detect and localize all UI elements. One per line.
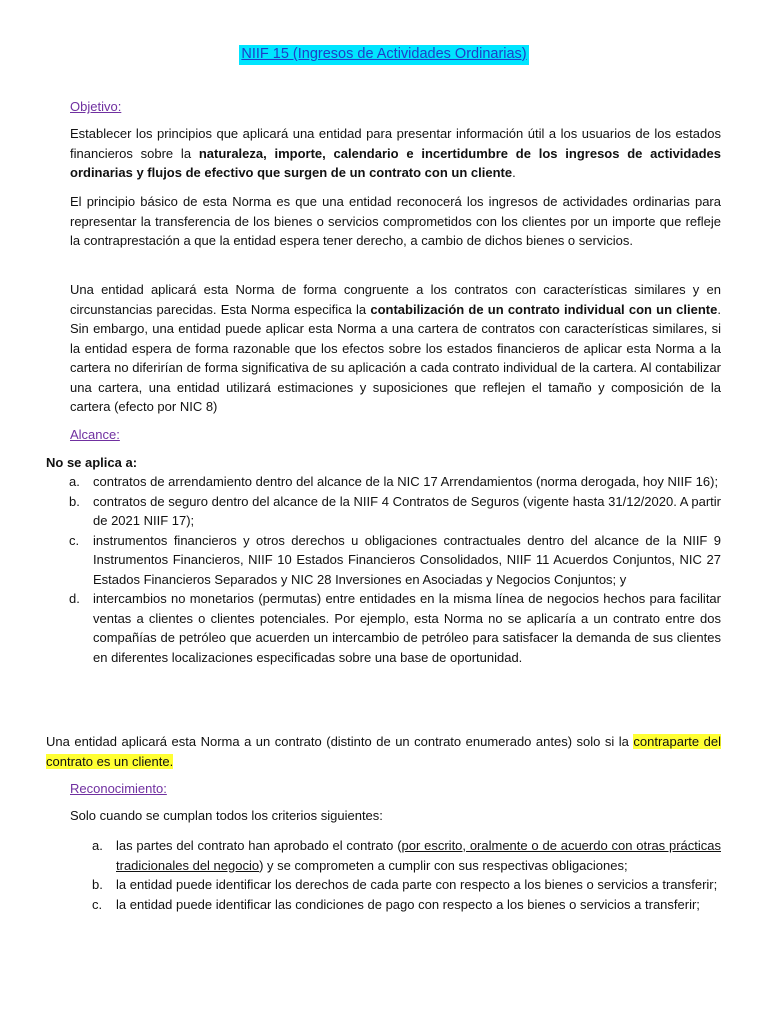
- reconocimiento-criteria-list: [92, 836, 721, 914]
- objetivo-p3-rest: . Sin embargo, una entidad puede aplicar esta Norma a una cartera de contratos con características similares, si la entidad espera de forma razonable que los efectos sobre los estados financieros de aplicar esta Norma a la cartera no diferirían de forma significativa de su aplicación a cada contrato individual de la cartera. Al contabilizar una cartera, una entidad utilizará estimaciones y suposiciones que reflejen el tamaño y composición de la cartera (efecto por NIC 8): [70, 301, 721, 414]
- heading-reconocimiento: Reconocimiento:: [70, 781, 167, 796]
- list-item: [69, 472, 721, 492]
- objetivo-p3-text: Una entidad aplicará esta Norma de forma congruente a los contratos con características similares y en circunstancias parecidas. Esta Norma especifica la: [70, 282, 721, 317]
- objetivo-p1-bold: naturaleza, importe, calendario e incertidumbre de los ingresos de actividades ordinarias y flujos de efectivo que surgen de un contrato con un cliente: [70, 145, 721, 180]
- list-item-text-end: ) y se comprometen a cumplir con sus respectivas obligaciones;: [259, 857, 628, 873]
- list-marker: a.: [92, 838, 103, 853]
- heading-objetivo: Objetivo:: [70, 99, 122, 114]
- alcance-closing-text: Una entidad aplicará esta Norma a un contrato (distinto de un contrato enumerado antes) solo si la: [46, 734, 634, 749]
- list-item-text: la entidad puede identificar los derechos de cada parte con respecto a los bienes o servicios a transferir;: [116, 877, 718, 892]
- list-marker: d.: [69, 591, 80, 606]
- list-item: [92, 875, 721, 895]
- underlined-text: por escrito, oralmente o de acuerdo con otras prácticas tradicionales del negocio: [116, 838, 721, 873]
- alcance-exclusions-list: [69, 472, 721, 667]
- list-item-text: contratos de arrendamiento dentro del alcance de la NIC 17 Arrendamientos (norma derogada, hoy NIIF 16);: [93, 474, 719, 489]
- list-item-text: instrumentos financieros y otros derechos u obligaciones contractuales dentro del alcance de la NIIF 9 Instrumentos Financieros, NIIF 10 Estados Financieros Consolidados, NIIF 11 Acuerdos Conjuntos, NIC 27 Estados Financieros Separados y NIC 28 Inversiones en Asociadas y Negocios Conjuntos; y: [93, 532, 721, 587]
- objetivo-p1-text: Establecer los principios que aplicará una entidad para presentar información útil a los usuarios de los estados financieros sobre la: [70, 126, 721, 161]
- alcance-lead: No se aplica a:: [46, 455, 138, 470]
- list-marker: b.: [69, 493, 80, 509]
- objetivo-p1-end: .: [512, 165, 516, 180]
- list-item: [69, 492, 721, 531]
- list-item: [92, 836, 721, 875]
- alcance-closing-paragraph: [46, 732, 721, 771]
- objetivo-paragraph-2: El principio básico de esta Norma es que una entidad reconocerá los ingresos de actividades ordinarias para representar la transferencia de los bienes o servicios comprometidos con los clientes por un importe que refleje la contraprestación a que la entidad espera tener derecho, a cambio de dichos bienes o servicios.: [70, 194, 721, 248]
- reconocimiento-lead: Solo cuando se cumplan todos los criterios siguientes:: [70, 808, 383, 823]
- objetivo-paragraph-3: [70, 280, 721, 417]
- objetivo-p3-bold: contabilización de un contrato individual con un cliente: [370, 301, 718, 317]
- list-item: [92, 895, 721, 915]
- list-item: [69, 531, 721, 590]
- list-marker: a.: [69, 474, 80, 489]
- title-container: [0, 44, 768, 65]
- list-item-text: las partes del contrato han aprobado el contrato (: [116, 838, 402, 853]
- list-item-text: la entidad puede identificar las condiciones de pago con respecto a los bienes o servicios a transferir;: [116, 896, 700, 912]
- objetivo-paragraph-1: [70, 124, 721, 183]
- list-item-text: intercambios no monetarios (permutas) entre entidades en la misma línea de negocios hechos para facilitar ventas a clientes o clientes potenciales. Por ejemplo, esta Norma no se aplicaría a un contrato entre dos compañías de petróleo que acuerden un intercambio de petróleo para satisfacer la demanda de sus clientes en diferentes localizaciones especificadas sobre una base de oportunidad.: [93, 591, 721, 665]
- heading-alcance: Alcance:: [70, 427, 120, 442]
- list-marker: b.: [92, 877, 103, 892]
- list-item-text: contratos de seguro dentro del alcance de la NIIF 4 Contratos de Seguros (vigente hasta 31/12/2020. A partir de 2021 NIIF 17);: [93, 493, 721, 528]
- list-marker: c.: [92, 896, 103, 912]
- list-item: [69, 589, 721, 667]
- list-marker: c.: [69, 532, 80, 548]
- document-title: NIIF 15 (Ingresos de Actividades Ordinarias): [239, 45, 528, 65]
- highlighted-text: contraparte del contrato es un cliente.: [46, 734, 721, 769]
